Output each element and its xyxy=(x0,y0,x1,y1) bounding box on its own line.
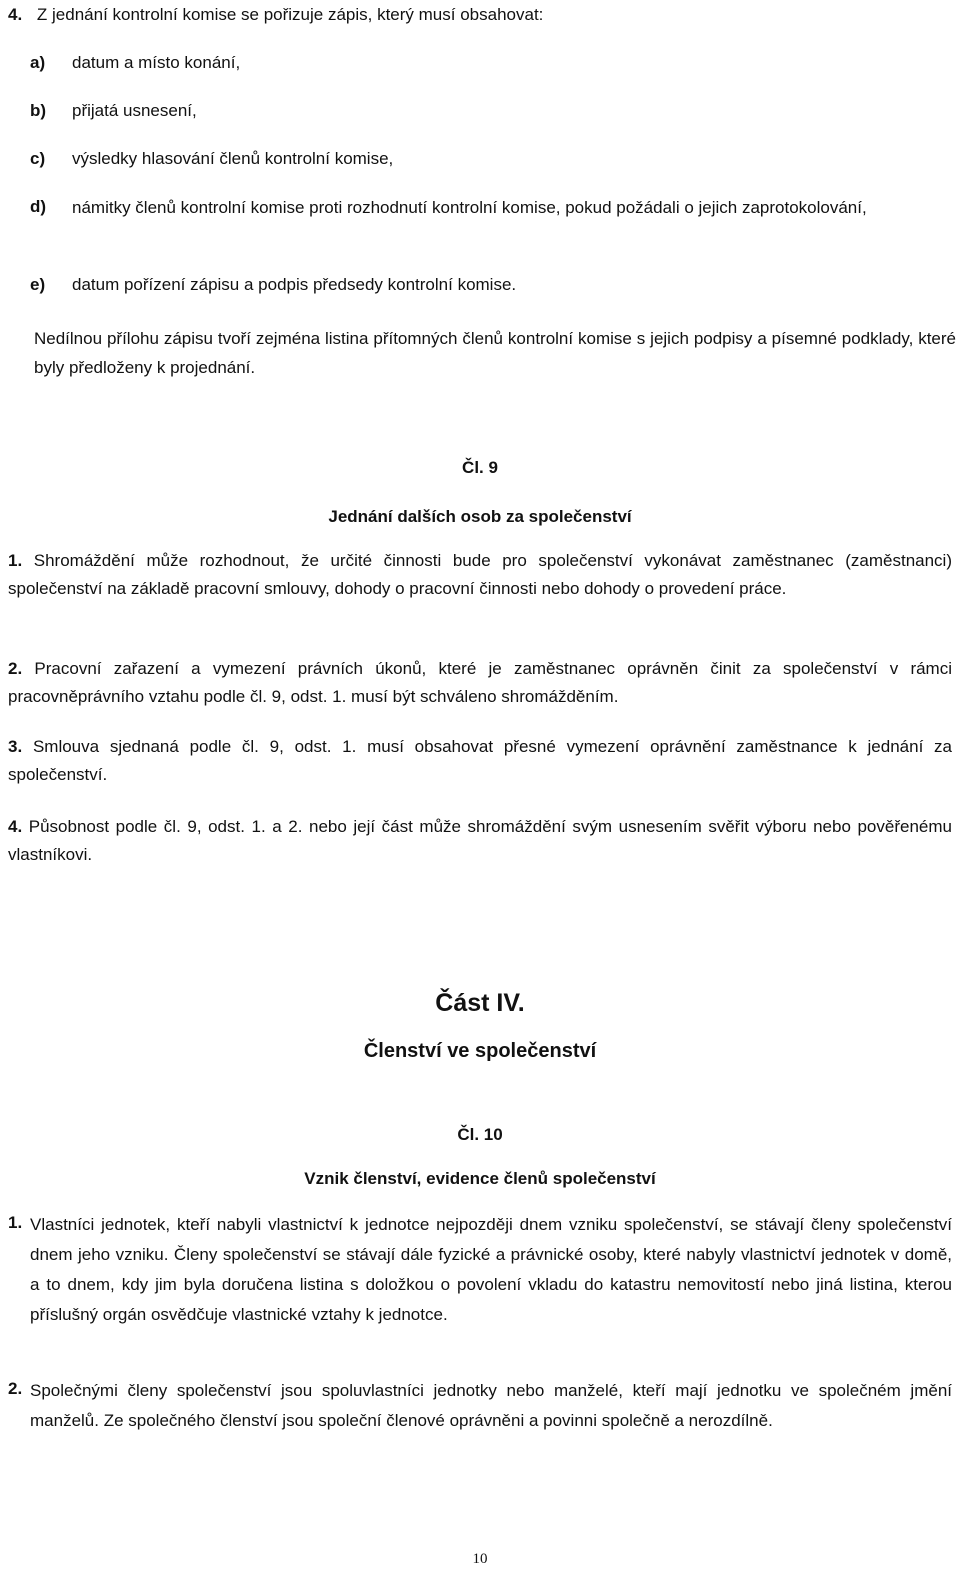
part-4-title: Členství ve společenství xyxy=(363,1040,597,1062)
point-4-text: Z jednání kontrolní komise se pořizuje zápis, který musí obsahovat: xyxy=(36,5,544,24)
list-item xyxy=(30,146,952,172)
article-10-point xyxy=(8,1210,952,1330)
point-text: Působnost podle čl. 9, odst. 1. a 2. nebo její část může shromáždění svým usnesením svěřit výboru nebo pověřenému vlastníkovi. xyxy=(8,817,952,864)
list-item xyxy=(30,98,952,124)
list-item-text: datum pořízení zápisu a podpis předsedy kontrolní komise. xyxy=(72,275,517,294)
point-4 xyxy=(8,2,952,28)
list-item-text: datum a místo konání, xyxy=(72,53,241,72)
point-text: Vlastníci jednotek, kteří nabyli vlastnictví k jednotce nejpozději dnem vzniku společenství, se stávají členy společenství dnem jeho vzniku. Členy společenství se stávají dále fyzické a právnické osoby, které nabyly vlastnictví jednotek v domě, a to dnem, kdy jim byla doručena listina s doložkou o povolení vkladu do katastru nemovitostí nebo jiná listina, kterou příslušný orgán osvědčuje vlastnické vztahy k jednotce. xyxy=(30,1215,952,1324)
article-9-point xyxy=(8,813,952,869)
point-number: 3. xyxy=(8,737,23,756)
annex-paragraph: Nedílnou přílohu zápisu tvoří zejména listina přítomných členů kontrolní komise s jejich podpisy a písemné podklady, které byly předloženy k projednání. xyxy=(34,329,956,377)
list-item-label: c) xyxy=(30,149,46,168)
point-number: 4. xyxy=(8,817,23,836)
article-9-point xyxy=(8,655,952,711)
list-item-text: přijatá usnesení, xyxy=(72,101,197,120)
list-item xyxy=(30,194,952,222)
list-item-label: e) xyxy=(30,275,46,294)
part-4-heading: Část IV. xyxy=(435,989,525,1017)
list-item-label: a) xyxy=(30,53,46,72)
list-item xyxy=(30,50,952,76)
point-number: 1. xyxy=(8,551,23,570)
point-text: Pracovní zařazení a vymezení právních úkonů, které je zaměstnanec oprávněn činit za společenství v rámci pracovněprávního vztahu podle čl. 9, odst. 1. musí být schváleno shromážděním. xyxy=(8,659,952,706)
article-9-point xyxy=(8,733,952,789)
article-9-heading: Čl. 9 xyxy=(462,458,498,477)
page-number: 10 xyxy=(472,1551,488,1567)
point-number: 2. xyxy=(8,659,23,678)
point-number: 2. xyxy=(8,1379,23,1398)
point-text: Společnými členy společenství jsou spoluvlastníci jednotky nebo manželé, kteří mají jednotku ve společném jmění manželů. Ze společného členství jsou společní členové oprávněni a povinni společně a nerozdílně. xyxy=(30,1381,952,1430)
point-number: 1. xyxy=(8,1213,23,1232)
point-text: Shromáždění může rozhodnout, že určité činnosti bude pro společenství vykonávat zaměstnanec (zaměstnanci) společenství na základě pracovní smlouvy, dohody o pracovní činnosti nebo dohody o provedení práce. xyxy=(8,551,952,598)
point-4-number: 4. xyxy=(8,5,23,24)
article-10-point xyxy=(8,1376,952,1436)
list-item-text: výsledky hlasování členů kontrolní komise, xyxy=(72,149,394,168)
point-text: Smlouva sjednaná podle čl. 9, odst. 1. musí obsahovat přesné vymezení oprávnění zaměstnance k jednání za společenství. xyxy=(8,737,952,784)
article-9-point xyxy=(8,547,952,603)
article-10-title: Vznik členství, evidence členů společenství xyxy=(304,1169,656,1188)
article-10-heading: Čl. 10 xyxy=(457,1125,503,1144)
list-item-label: b) xyxy=(30,101,47,120)
list-item-label: d) xyxy=(30,197,47,216)
list-item xyxy=(30,272,952,298)
article-9-title: Jednání dalších osob za společenství xyxy=(328,507,632,526)
list-item-text: námitky členů kontrolní komise proti rozhodnutí kontrolní komise, pokud požádali o jejich zaprotokolování, xyxy=(72,198,867,217)
